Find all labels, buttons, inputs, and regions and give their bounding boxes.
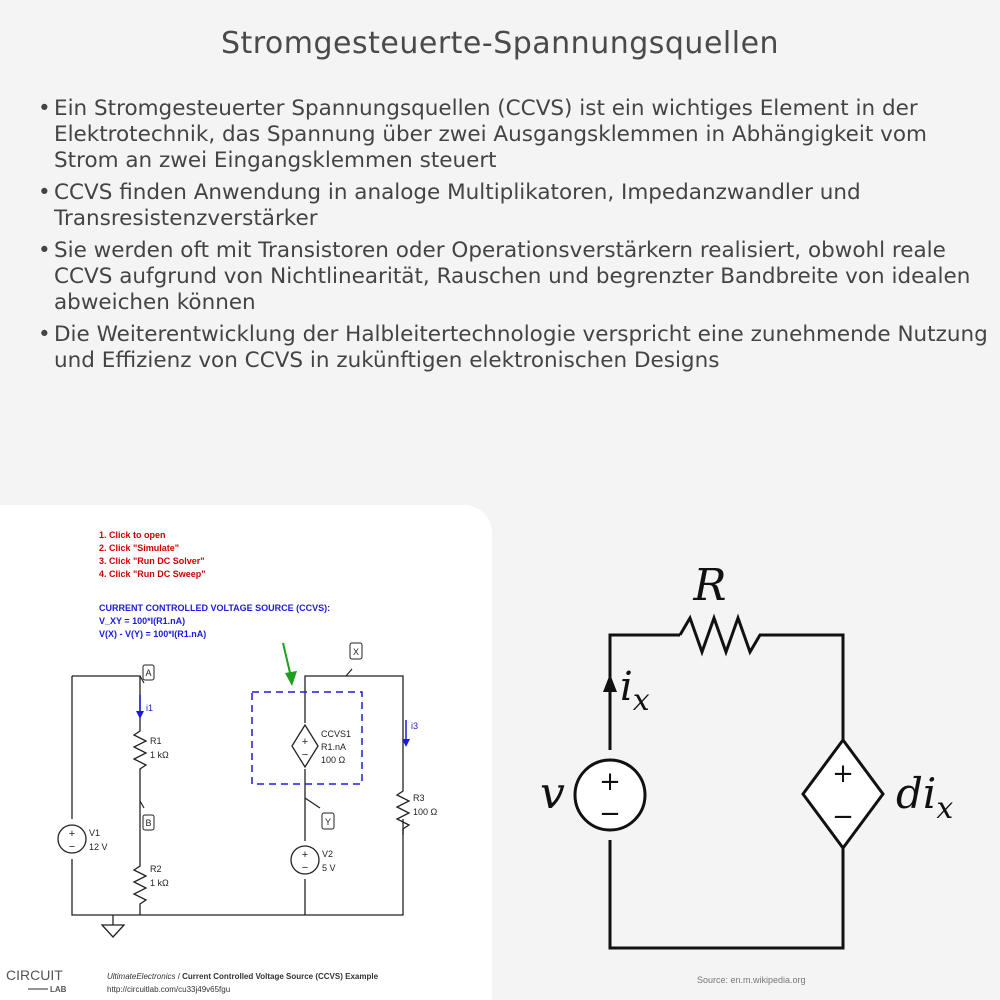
dependent-minus: −: [832, 802, 854, 832]
step-4: 4. Click "Run DC Sweep": [99, 569, 206, 579]
footer-title: Current Controlled Voltage Source (CCVS) Example: [182, 972, 379, 981]
v1-minus: −: [68, 841, 76, 853]
r2-name: R2: [150, 864, 162, 874]
bullet-item: [38, 180, 988, 232]
r3-name: R3: [413, 793, 425, 803]
node-y-label: Y: [324, 817, 332, 827]
bullet-dot: •: [38, 238, 51, 263]
current-arrow-i1-icon: [136, 695, 144, 719]
step-1: 1. Click to open: [99, 530, 166, 540]
bullet-text: Ein Stromgesteuerter Spannungsquellen (CCVS) ist ein wichtiges Element in der Elektrotechnik, das Spannung über zwei Ausgangsklemmen in Abhängigkeit vom Strom an zwei Eingangsklemmen steuert: [54, 96, 927, 173]
v1-name: V1: [89, 828, 101, 838]
v2-name: V2: [322, 849, 334, 859]
bullet-item: [38, 238, 988, 316]
node-b-label: B: [145, 818, 152, 828]
source-note: Source: en.m.wikipedia.org: [697, 975, 806, 985]
voltage-minus: −: [599, 799, 621, 829]
footer-separator: /: [175, 972, 183, 981]
bullet-text: Sie werden oft mit Transistoren oder Operationsverstärkern realisiert, obwohl reale CCVS aufgrund von Nichtlinearität, Rauschen und begrenzter Bandbreite von idealen abweichen können: [54, 238, 971, 315]
bullet-item: [38, 96, 988, 174]
node-a-label: A: [145, 668, 152, 678]
dependent-plus: +: [832, 759, 854, 789]
v2-plus: +: [301, 849, 309, 861]
resistor-r: [680, 618, 768, 652]
current-label: [620, 664, 650, 718]
resistor-r1: [134, 725, 146, 773]
green-arrow-icon: [283, 643, 297, 686]
ccvs-name: CCVS1: [321, 729, 352, 739]
page-title: Stromgesteuerte-Spannungsquellen: [220, 26, 780, 61]
ccvs-equation-1: V_XY = 100*I(R1.nA): [99, 616, 186, 626]
logo-lab-text: LAB: [50, 985, 67, 994]
v1-plus: +: [68, 828, 76, 840]
ccvs-minus: −: [301, 749, 309, 761]
footer-caption: [107, 972, 379, 981]
bullet-text: CCVS finden Anwendung in analoge Multiplikatoren, Impedanzwandler und Transresistenzverstärker: [54, 180, 861, 231]
bullet-dot: •: [38, 322, 51, 347]
step-2: 2. Click "Simulate": [99, 543, 180, 553]
logo-circuit-text: CIRCUIT: [6, 967, 63, 983]
node-flag-x: [346, 643, 362, 676]
ccvs-equation-2: V(X) - V(Y) = 100*I(R1.nA): [99, 629, 207, 639]
v2-value: 5 V: [322, 863, 336, 873]
circuitlab-figure: [0, 505, 492, 1000]
ccvs-plus: +: [301, 736, 309, 748]
node-flag-b: [140, 801, 154, 830]
circuit-wires: [72, 676, 403, 925]
v2-minus: −: [301, 862, 309, 874]
footer-url[interactable]: http://circuitlab.com/cu33j49v65fgu: [107, 985, 231, 994]
step-3: 3. Click "Run DC Solver": [99, 556, 205, 566]
resistor-label: R: [693, 560, 727, 611]
voltage-plus: +: [599, 767, 621, 797]
bullet-dot: •: [38, 96, 51, 121]
r3-value: 100 Ω: [413, 807, 438, 817]
v1-value: 12 V: [89, 842, 108, 852]
ccvs-schematic: [520, 540, 990, 974]
circuitlab-logo: [6, 967, 67, 994]
ccvs-ref: R1.nA: [321, 742, 347, 752]
r1-value: 1 kΩ: [150, 750, 169, 760]
current-subscript: x: [632, 683, 650, 718]
node-x-label: X: [352, 647, 360, 657]
voltage-label: v: [540, 768, 565, 819]
i3-label: i3: [411, 721, 419, 731]
r1-name: R1: [150, 736, 162, 746]
node-flag-y: [305, 798, 334, 829]
bullet-list: [38, 96, 988, 380]
node-flag-a: [140, 665, 154, 683]
bullet-text: Die Weiterentwicklung der Halbleitertechnologie verspricht eine zunehmende Nutzung und Effizienz von CCVS in zukünftigen elektronischen Designs: [54, 322, 988, 373]
ground-icon: [102, 925, 124, 937]
bullet-item: [38, 322, 988, 374]
dependent-label: [896, 769, 953, 826]
dependent-subscript: x: [936, 791, 954, 826]
ccvs-value: 100 Ω: [321, 755, 346, 765]
r2-value: 1 kΩ: [150, 878, 169, 888]
current-arrow-icon: [603, 674, 617, 715]
footer-author: UltimateElectronics: [107, 972, 176, 981]
resistor-r2: [134, 860, 146, 908]
current-symbol: i: [620, 664, 633, 710]
bullet-dot: •: [38, 180, 51, 205]
i1-label: i1: [146, 703, 154, 713]
dependent-symbol: di: [896, 769, 937, 818]
ccvs-heading: CURRENT CONTROLLED VOLTAGE SOURCE (CCVS):: [99, 603, 331, 613]
